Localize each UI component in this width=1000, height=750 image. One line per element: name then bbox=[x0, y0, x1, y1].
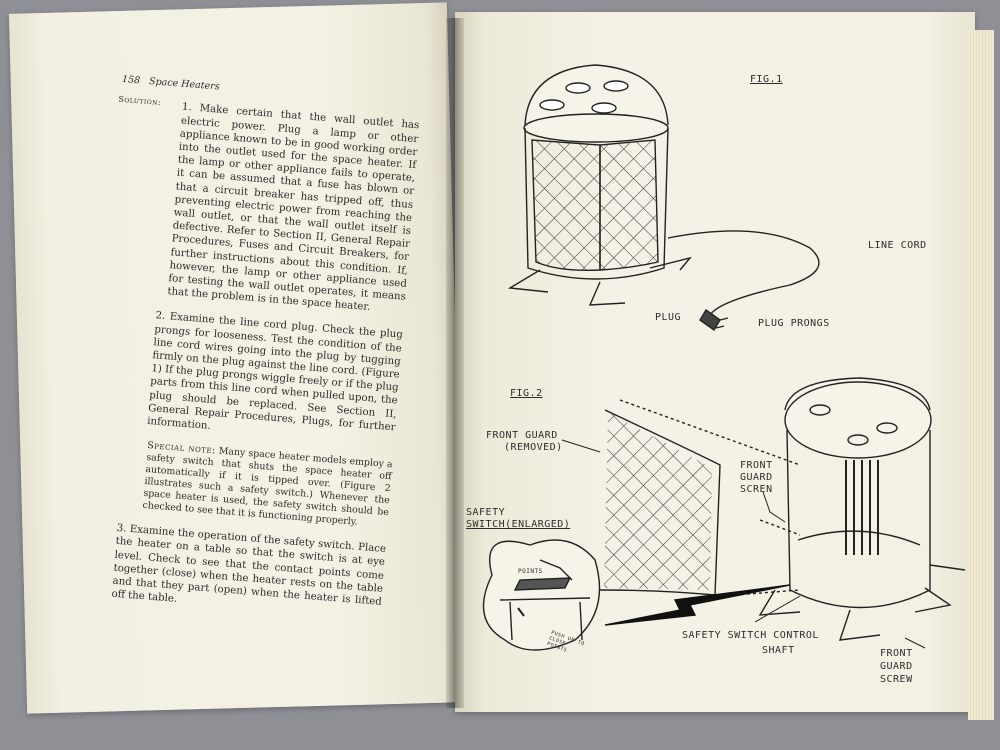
step-2-paragraph: 2. Examine the line cord plug. Check the plug prongs for looseness. Test the condition of the line cord wires going into the plug by tugging firmly on the plug against the line cord. (Figure 1) If the plug prongs wiggle freely or if the plug parts from this line cord when pulled upon, the plug should be replaced. See Section II, General Repair Procedures, Plugs, for further information. bbox=[146, 310, 404, 434]
page-number: 158 bbox=[121, 73, 141, 87]
front-guard-screw-label-line1: FRONT bbox=[880, 648, 913, 659]
running-head-title: Space Heaters bbox=[148, 76, 220, 93]
line-cord-label: LINE CORD bbox=[868, 240, 927, 251]
front-guard-screen-label-line3: SCREN bbox=[740, 484, 773, 495]
inset-points-label: POINTS bbox=[518, 568, 543, 575]
fig2-heater-drawing bbox=[600, 378, 965, 640]
plug-label: PLUG bbox=[655, 312, 682, 323]
special-note-label: Special note: bbox=[146, 440, 217, 457]
front-guard-screw-label-line3: SCREW bbox=[880, 674, 913, 685]
step-1-paragraph: 1. Make certain that the wall outlet has electric power. Plug a lamp or other appliance known to be in good working order into the outlet used for the space heater. If the lamp or other appliance fails to operate, it can be assumed that a fuse has blown or that a circuit breaker has tripped off, thus preventing electric power from reaching the wall outlet, or that the wall outlet itself is defective. Refer to Section II, General Repair Procedures, Fuses and Circuit Breakers, for further instructions about this condition. If, however, the lamp or other appliance used for testing the wall outlet operates, it means that the problem is in the space heater. bbox=[167, 102, 420, 314]
plug-prongs-label: PLUG PRONGS bbox=[758, 318, 830, 329]
solution-label: Solution: bbox=[118, 94, 162, 108]
front-guard-screen-label-line2: GUARD bbox=[740, 472, 773, 483]
safety-switch-label-line2: SWITCH(ENLARGED) bbox=[466, 519, 571, 530]
control-shaft-label-line1: SAFETY SWITCH CONTROL bbox=[682, 630, 819, 641]
step-3-paragraph: 3. Examine the operation of the safety switch. Place the heater on a table so that the switch is at eye level. Check to see that the contact points come together (close) when the heater rests on the table and that they part (open) when the heater is lifted off the table. bbox=[111, 523, 387, 608]
control-shaft-label-line2: SHAFT bbox=[762, 645, 795, 656]
fig1-heater-drawing bbox=[510, 65, 819, 330]
front-guard-screen-label-line1: FRONT bbox=[740, 460, 773, 471]
safety-switch-label-line1: SAFETY bbox=[466, 507, 506, 518]
front-guard-removed-label-line1: FRONT GUARD bbox=[486, 430, 558, 441]
front-guard-screw-label-line2: GUARD bbox=[880, 661, 913, 672]
fig2-title: FIG.2 bbox=[510, 388, 543, 399]
inset-push-up-note: PUSH UP TO CLOSE POINTS bbox=[546, 629, 586, 654]
special-note-text: Many space heater models employ a safety switch that shuts the space heater off automatically if it is tipped over. (Figure 2 illustrates such a safety switch.) Whenever the space heater is used, the safety switch should be checked to see that it is functioning properly. bbox=[142, 445, 393, 528]
fig1-title: FIG.1 bbox=[750, 74, 783, 85]
front-guard-removed-label-line2: (REMOVED) bbox=[504, 442, 563, 453]
